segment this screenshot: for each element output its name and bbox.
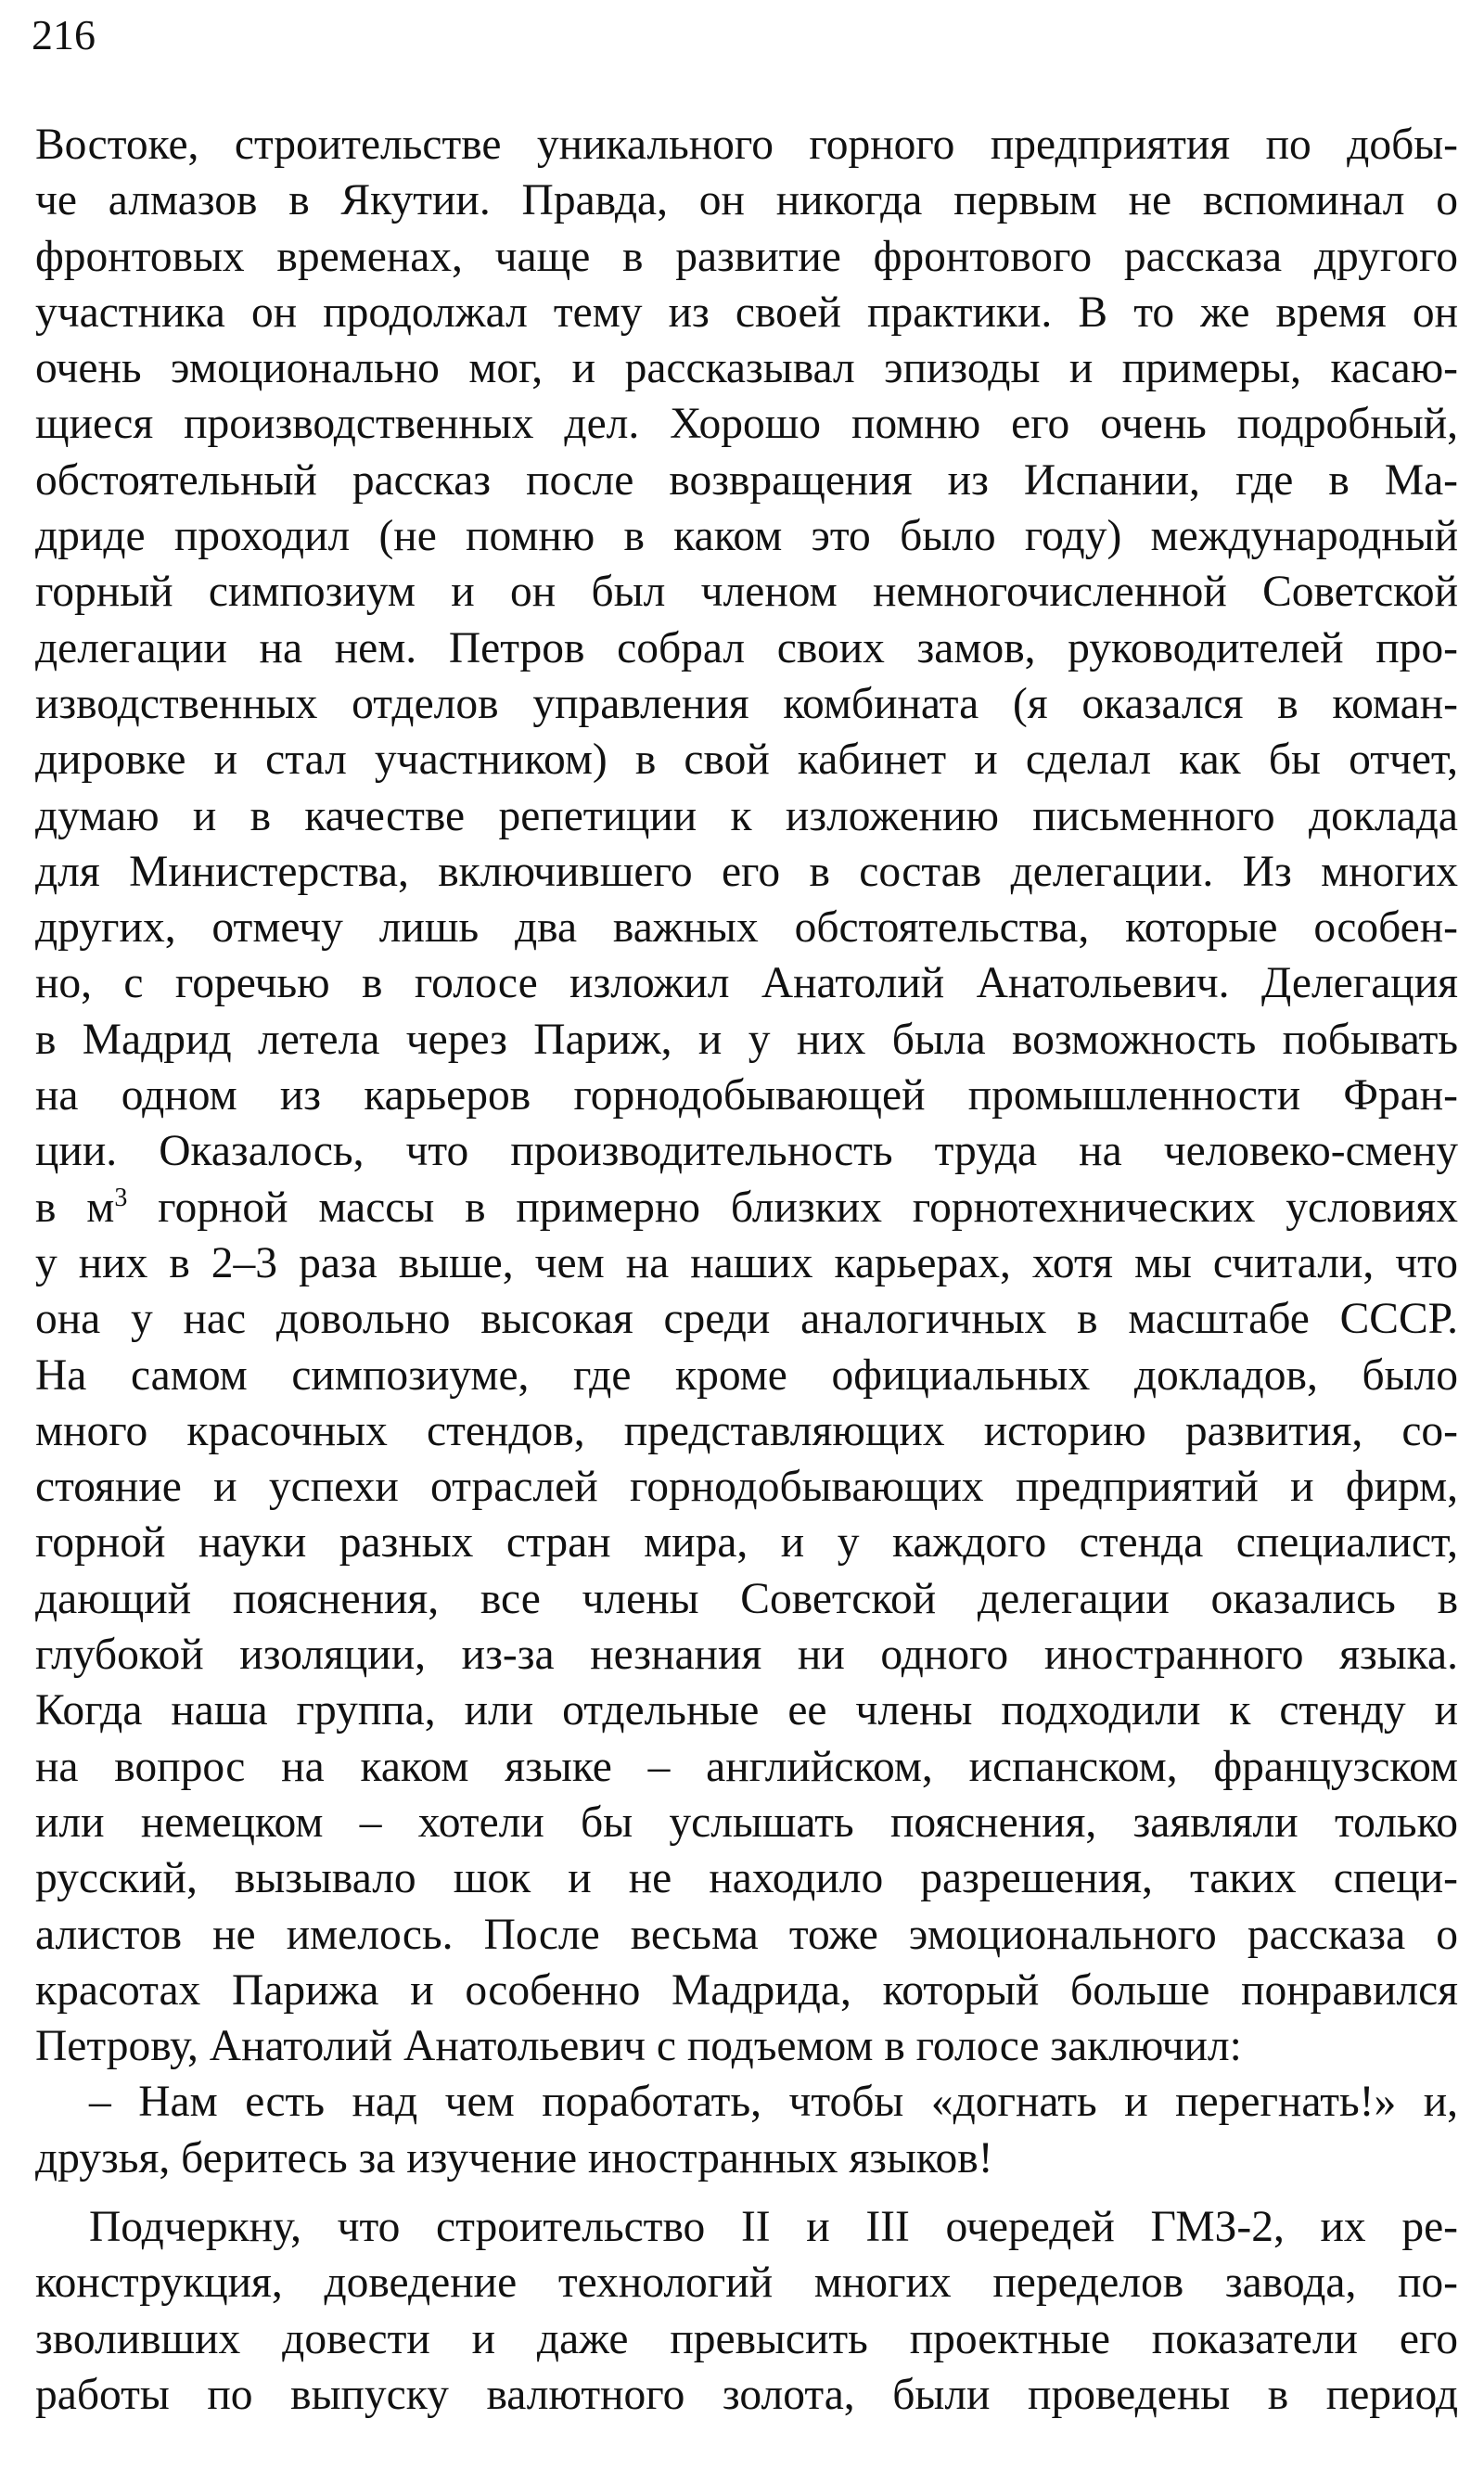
text-line: на вопрос на каком языке – английском, испанском, французском xyxy=(35,1742,1458,1791)
text-line: горной науки разных стран мира, и у каждого стенда специалист, xyxy=(35,1518,1458,1568)
page-number: 216 xyxy=(32,11,96,58)
paragraph-3 xyxy=(35,2199,1458,2423)
text-line: дающий пояснения, все члены Советской делегации оказались в xyxy=(35,1574,1458,1623)
text-line: других, отмечу лишь два важных обстоятельства, которые особен- xyxy=(35,903,1458,953)
text-line: ции. Оказалось, что производительность труда на человеко-смену xyxy=(35,1127,1458,1176)
text-line: в Мадрид летела через Париж, и у них была возможность побывать xyxy=(35,1015,1458,1064)
text-line: Востоке, строительстве уникального горного предприятия по добы- xyxy=(35,121,1458,169)
text-line: русский, вызывало шок и не находило разрешения, таких специ- xyxy=(35,1854,1458,1903)
text-line: фронтовых временах, чаще в развитие фронтового рассказа другого xyxy=(35,232,1458,281)
text-line: Когда наша группа, или отдельные ее члены подходили к стенду и xyxy=(35,1686,1458,1735)
text-line: на одном из карьеров горнодобывающей промышленности Фран- xyxy=(35,1071,1458,1120)
text-line: алистов не имелось. После весьма тоже эмоционального рассказа о xyxy=(35,1910,1458,1959)
text-line: дировке и стал участником) в свой кабинет и сделал как бы отчет, xyxy=(35,736,1458,785)
text-line: она у нас довольно высокая среди аналогичных в масштабе СССР. xyxy=(35,1295,1458,1344)
paragraph-2 xyxy=(35,2074,1458,2186)
text-line: думаю и в качестве репетиции к изложению письменного доклада xyxy=(35,791,1458,840)
text-line: много красочных стендов, представляющих историю развития, со- xyxy=(35,1406,1458,1455)
text-line: очень эмоционально мог, и рассказывал эпизоды и примеры, касаю- xyxy=(35,344,1458,393)
paragraph-spacing xyxy=(35,2186,1458,2199)
text-line: работы по выпуску валютного золота, были проведены в период xyxy=(35,2370,1458,2419)
text-line: щиеся производственных дел. Хорошо помню его очень подробный, xyxy=(35,400,1458,449)
text-line: обстоятельный рассказ после возвращения из Испании, где в Ма- xyxy=(35,455,1458,505)
text-line: изводственных отделов управления комбината (я оказался в коман- xyxy=(35,679,1458,728)
text-line: На самом симпозиуме, где кроме официальных докладов, было xyxy=(35,1350,1458,1400)
text-line: участника он продолжал тему из своей практики. В то же время он xyxy=(35,288,1458,337)
text-line: горный симпозиум и он был членом немногочисленной Советской xyxy=(35,568,1458,617)
superscript: 3 xyxy=(114,1183,128,1212)
text-line: у них в 2–3 раза выше, чем на наших карьерах, хотя мы считали, что xyxy=(35,1238,1458,1287)
text-line-with-superscript xyxy=(35,1180,1458,1235)
text-line: но, с горечью в голосе изложил Анатолий Анатольевич. Делегация xyxy=(35,959,1458,1008)
text-line: че алмазов в Якутии. Правда, он никогда первым не вспоминал о xyxy=(35,176,1458,225)
text-line: Петрову, Анатолий Анатольевич с подъемом в голосе заключил: xyxy=(35,2022,1242,2071)
text-line: зволивших довести и даже превысить проектные показатели его xyxy=(35,2314,1458,2363)
text-line: друзья, беритесь за изучение иностранных языков! xyxy=(35,2133,993,2182)
paragraph-1 xyxy=(35,117,1458,2074)
text-line: – Нам есть над чем поработать, чтобы «догнать и перегнать!» и, xyxy=(89,2078,1458,2127)
text-fragment: горной массы в примерно близких горнотехнических условиях xyxy=(127,1183,1458,1232)
text-line: красотах Парижа и особенно Мадрида, который больше понравился xyxy=(35,1965,1458,2015)
text-fragment: в м xyxy=(35,1183,115,1232)
text-line: стояние и успехи отраслей горнодобывающих предприятий и фирм, xyxy=(35,1463,1458,1512)
text-line: глубокой изоляции, из-за незнания ни одного иностранного языка. xyxy=(35,1631,1458,1680)
text-line: конструкция, доведение технологий многих переделов завода, по- xyxy=(35,2259,1458,2308)
text-line: или немецком – хотели бы услышать пояснения, заявляли только xyxy=(35,1798,1458,1847)
text-line: делегации на нем. Петров собрал своих замов, руководителей про- xyxy=(35,623,1458,672)
text-line: для Министерства, включившего его в состав делегации. Из многих xyxy=(35,847,1458,896)
body-text xyxy=(35,117,1458,2423)
text-line: Подчеркну, что строительство II и III очередей ГМЗ-2, их ре- xyxy=(89,2202,1458,2251)
text-line: дриде проходил (не помню в каком это было году) международный xyxy=(35,512,1458,561)
